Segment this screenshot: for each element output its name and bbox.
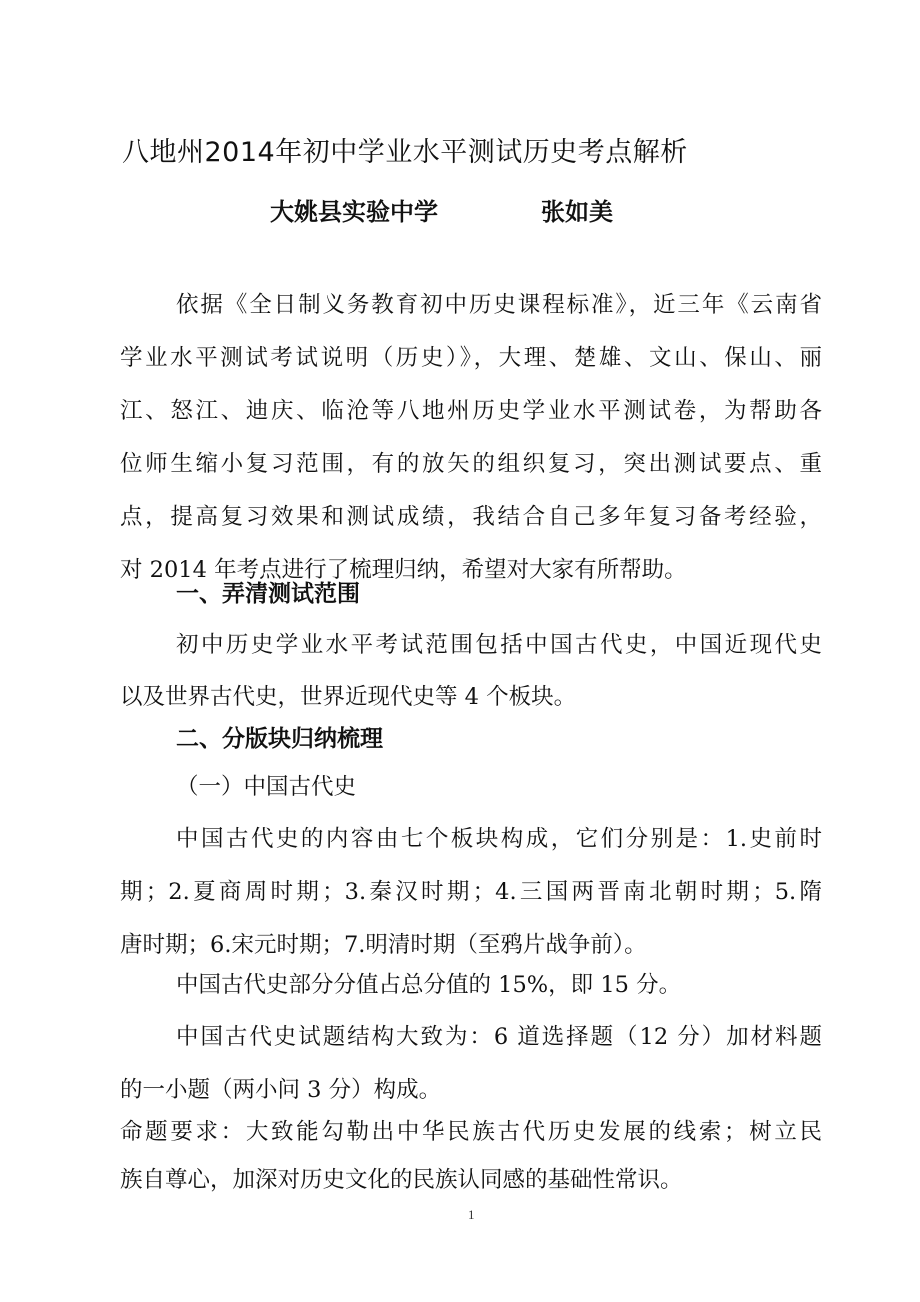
section-heading: 二、分版块归纳梳理: [176, 726, 383, 752]
para-line: 中国古代史的内容由七个板块构成，它们分别是：1.史前时: [176, 826, 822, 852]
document-title: 八地州2014年初中学业水平测试历史考点解析: [122, 137, 688, 168]
author-name: 张如美: [541, 198, 613, 226]
intro-line: 江、怒江、迪庆、临沧等八地州历史学业水平测试卷，为帮助各: [120, 398, 822, 424]
intro-line: 位师生缩小复习范围，有的放矢的组织复习，突出测试要点、重: [120, 451, 822, 477]
intro-line: 对 2014 年考点进行了梳理归纳，希望对大家有所帮助。: [120, 557, 687, 583]
requirement-line: 命题要求：大致能勾勒出中华民族古代历史发展的线索；树立民: [120, 1119, 822, 1145]
intro-line: 学业水平测试考试说明（历史）》，大理、楚雄、文山、保山、丽: [120, 345, 822, 371]
para-line: 的一小题（两小问 3 分）构成。: [120, 1077, 442, 1103]
section-heading: 一、弄清测试范围: [176, 581, 360, 607]
para-line: 中国古代史部分分值占总分值的 15%，即 15 分。: [176, 972, 682, 998]
requirement-line: 族自尊心，加深对历史文化的民族认同感的基础性常识。: [120, 1167, 683, 1193]
para-line: 中国古代史试题结构大致为：6 道选择题（12 分）加材料题: [176, 1024, 822, 1050]
page-number: 1: [468, 1207, 475, 1222]
para-line: 期；2.夏商周时期；3.秦汉时期；4.三国两晋南北朝时期；5.隋: [120, 879, 822, 905]
intro-line: 点，提高复习效果和测试成绩，我结合自己多年复习备考经验，: [120, 504, 822, 530]
subsection-heading: （一）中国古代史: [176, 774, 357, 800]
section1-line: 初中历史学业水平考试范围包括中国古代史，中国近现代史: [176, 632, 822, 658]
para-line: 唐时期；6.宋元时期；7.明清时期（至鸦片战争前）。: [120, 932, 647, 958]
section1-line: 以及世界古代史，世界近现代史等 4 个板块。: [120, 684, 577, 710]
intro-line: 依据《全日制义务教育初中历史课程标准》，近三年《云南省: [176, 292, 822, 318]
author-school: 大姚县实验中学: [270, 198, 438, 226]
